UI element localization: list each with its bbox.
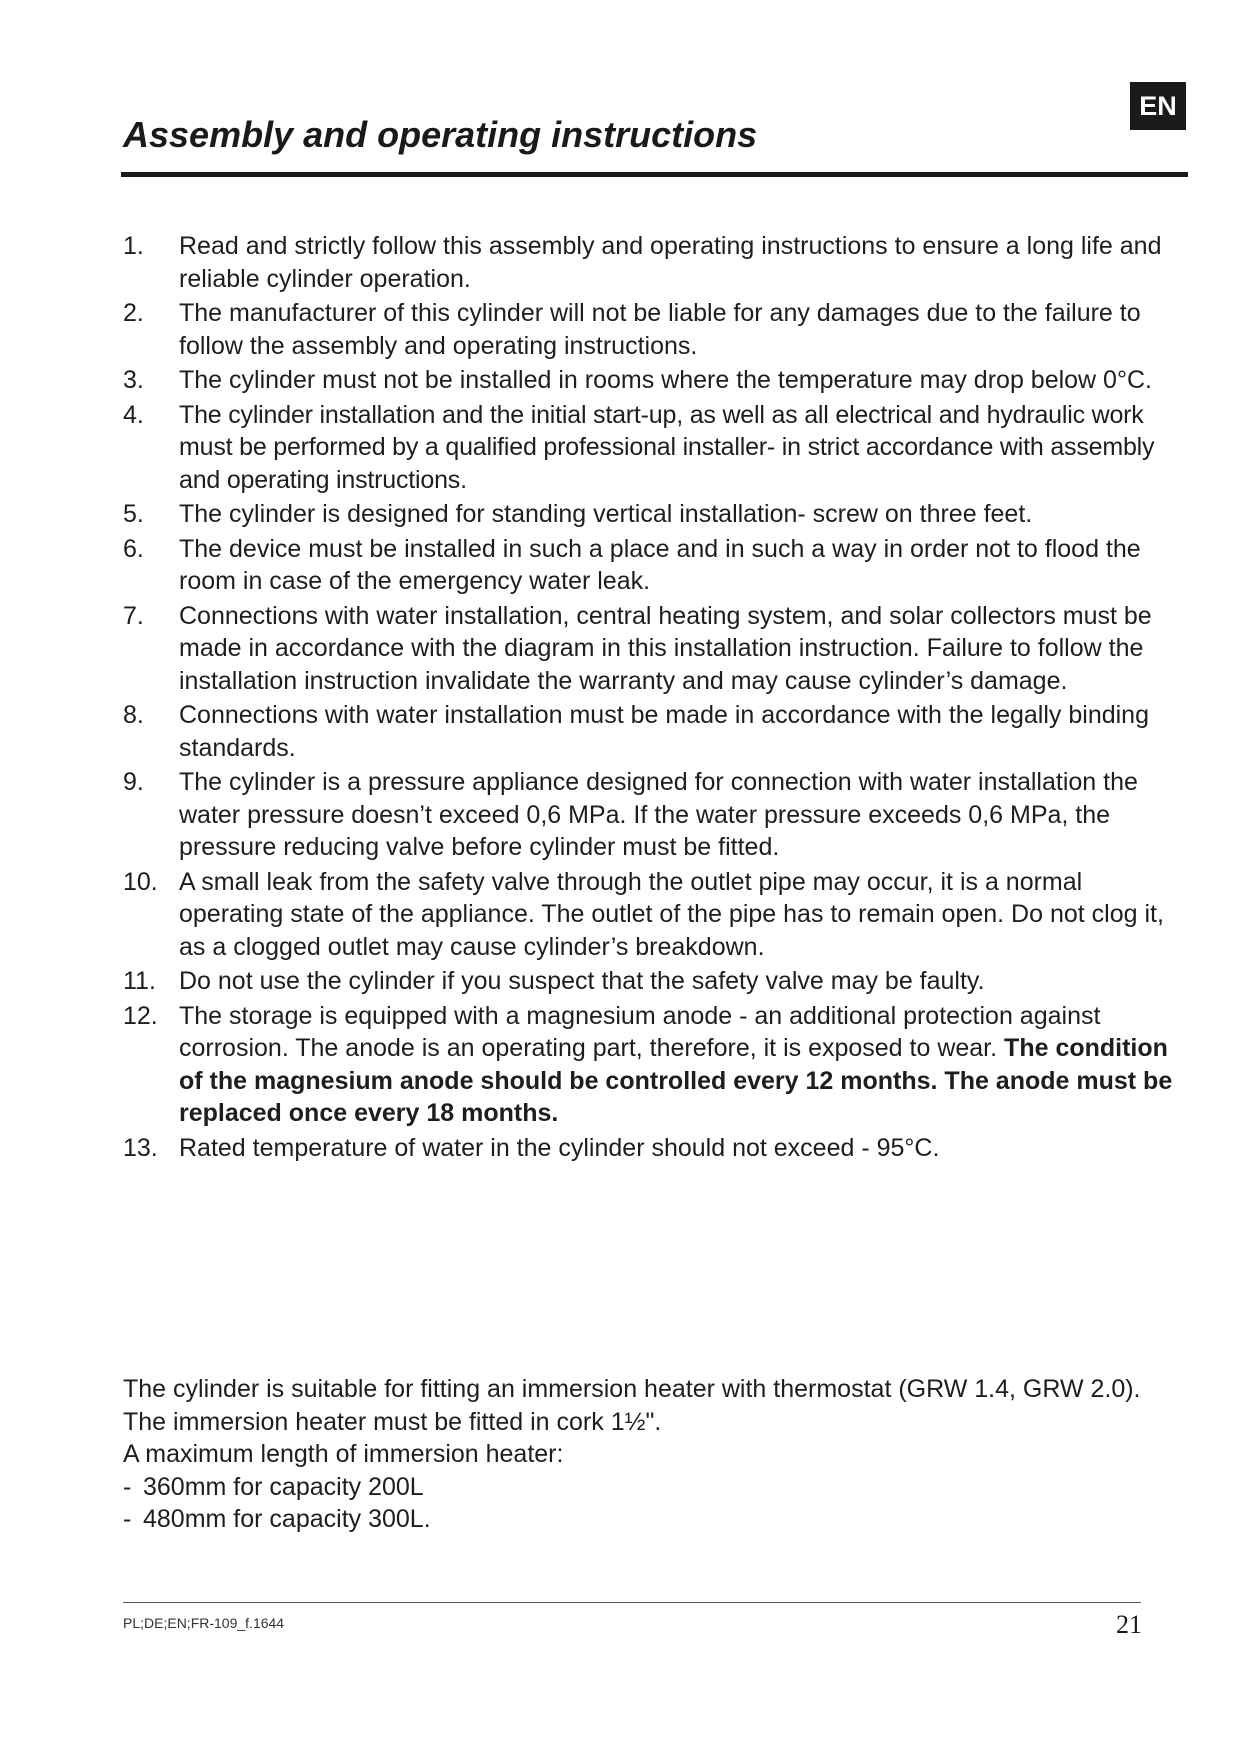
- item-number: 1.: [123, 232, 144, 260]
- item-number: 3.: [123, 366, 144, 394]
- item-number: 2.: [123, 299, 144, 327]
- item-text: The cylinder installation and the initial start-up, as well as all electrical and hydraulic work must be performed by a qualified professional installer- in strict accordance with assembly and operating instructions.: [179, 400, 1155, 494]
- item-text: The device must be installed in such a place and in such a way in order not to flood the room in case of the emergency water leak.: [179, 534, 1141, 595]
- instruction-item-3: [123, 364, 1185, 397]
- item-number: 11.: [123, 967, 156, 995]
- item-number: 6.: [123, 534, 144, 563]
- heater-intro: The cylinder is suitable for fitting an immersion heater with thermostat (GRW 1.4, GRW 2.0). The immersion heater must be fitted in cork 1½".: [123, 1375, 1141, 1436]
- title-divider: [121, 172, 1188, 177]
- item-number: 10.: [123, 867, 158, 896]
- item-text: The cylinder is a pressure appliance designed for connection with water installation the water pressure doesn’t exceed 0,6 MPa. If the water pressure exceeds 0,6 MPa, the pressure reducing valve before cylinder must be fitted.: [179, 768, 1138, 861]
- instruction-item-9: [123, 766, 1185, 864]
- instruction-item-5: [123, 498, 1185, 531]
- instruction-item-2: [123, 297, 1185, 362]
- instruction-item-4: [123, 399, 1185, 497]
- item-text: The cylinder is designed for standing vertical installation- screw on three feet.: [179, 500, 1033, 528]
- dash-marker: -: [123, 1505, 132, 1533]
- item-text: Do not use the cylinder if you suspect that the safety valve may be faulty.: [179, 967, 985, 995]
- instruction-item-12: [123, 1000, 1185, 1130]
- document-code: PL;DE;EN;FR-109_f.1644: [123, 1615, 285, 1631]
- length-text: 360mm for capacity 200L: [143, 1472, 424, 1501]
- item-number: 5.: [123, 500, 144, 528]
- item-text: The manufacturer of this cylinder will not be liable for any damages due to the failure to follow the assembly and operating instructions.: [179, 299, 1141, 360]
- language-badge: EN: [1130, 82, 1186, 130]
- page-number: 21: [1116, 1610, 1142, 1639]
- item-number: 4.: [123, 400, 144, 429]
- item-text: Connections with water installation, central heating system, and solar collectors must be made in accordance with the diagram in this installation instruction. Failure to follow the installation instruction invalidate the warranty and may cause cylinder’s damage.: [179, 601, 1152, 695]
- item-text: The storage is equipped with a magnesium anode - an additional protection against corrosion. The anode is an operating part, therefore, it is exposed to wear.: [179, 1001, 1101, 1062]
- item-number: 13.: [123, 1133, 158, 1162]
- instruction-list: [123, 230, 1185, 1166]
- instruction-item-11: [123, 965, 1185, 998]
- length-text: 480mm for capacity 300L.: [143, 1505, 431, 1533]
- immersion-heater-section: [123, 1373, 1183, 1536]
- heater-length-300l: [123, 1503, 1183, 1536]
- heater-length-200l: [123, 1471, 1183, 1504]
- item-number: 9.: [123, 768, 144, 796]
- instruction-item-6: [123, 533, 1185, 598]
- item-number: 8.: [123, 701, 144, 729]
- instruction-item-1: [123, 230, 1185, 295]
- item-text: Read and strictly follow this assembly and operating instructions to ensure a long life and reliable cylinder operation.: [179, 232, 1162, 293]
- instruction-item-7: [123, 600, 1185, 698]
- item-text: A small leak from the safety valve through the outlet pipe may occur, it is a normal operating state of the appliance. The outlet of the pipe has to remain open. Do not clog it, as a clogged outlet may cause cylinder’s breakdown.: [179, 867, 1164, 961]
- item-text: Connections with water installation must be made in accordance with the legally binding standards.: [179, 701, 1149, 762]
- footer-divider: [123, 1602, 1141, 1603]
- item-text: Rated temperature of water in the cylinder should not exceed - 95°C.: [179, 1133, 940, 1162]
- anode-warning: The condition of the magnesium anode should be controlled every 12 months. The anode must be replaced once every 18 months.: [179, 1034, 1173, 1127]
- instruction-item-13: [123, 1132, 1185, 1165]
- instruction-item-10: [123, 866, 1185, 964]
- dash-marker: -: [123, 1472, 132, 1501]
- item-number: 12.: [123, 1001, 158, 1030]
- item-text: The cylinder must not be installed in rooms where the temperature may drop below 0°C.: [179, 366, 1152, 394]
- heater-max-length-label: A maximum length of immersion heater:: [123, 1440, 564, 1468]
- page-title: Assembly and operating instructions: [123, 114, 758, 155]
- instruction-item-8: [123, 699, 1185, 764]
- item-number: 7.: [123, 601, 144, 630]
